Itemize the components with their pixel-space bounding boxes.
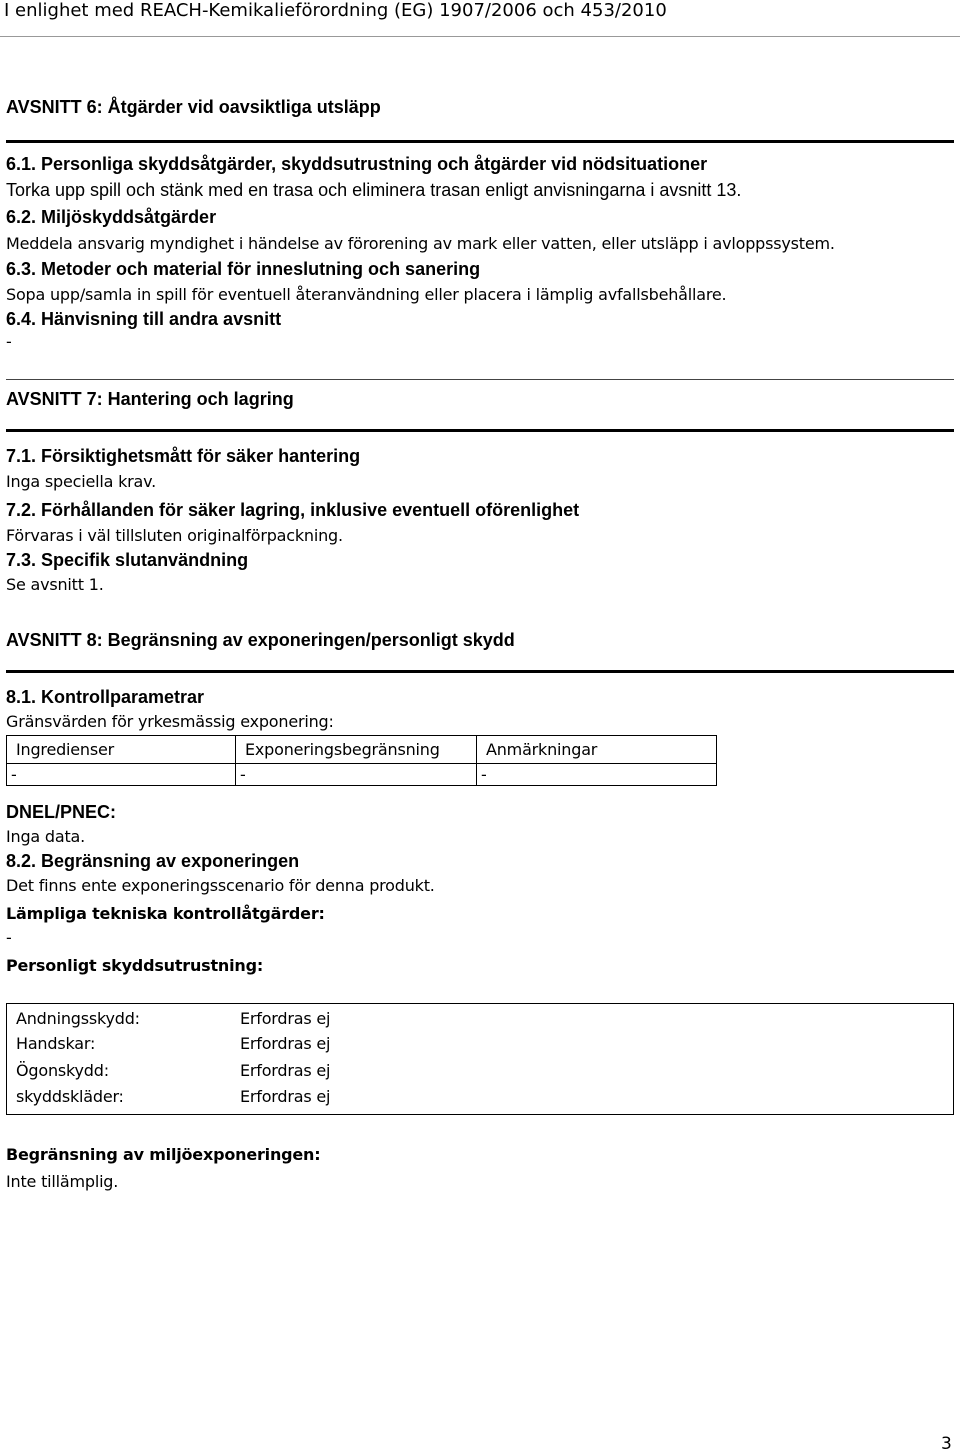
table-row [7, 1058, 954, 1085]
ppe-title: Personligt skyddsutrustning: [6, 956, 264, 975]
heading-6-4: 6.4. Hänvisning till andra avsnitt [6, 309, 282, 329]
text-6-1: Torka upp spill och stänk med en trasa och eliminera trasan enligt anvisningarna i avsnitt 13. [6, 180, 742, 200]
ppe-label: Andningsskydd: [16, 1009, 140, 1029]
section-6-rule [6, 140, 954, 143]
table-row [7, 1031, 954, 1058]
ppe-label-cell [7, 1031, 239, 1058]
table-header-cell [236, 736, 477, 764]
page-number: 3 [941, 1434, 952, 1454]
heading-6-3: 6.3. Metoder och material för inneslutning och sanering [6, 259, 481, 279]
heading-6-1: 6.1. Personliga skyddsåtgärder, skyddsutrustning och åtgärder vid nödsituationer [6, 154, 708, 174]
section-6-title: AVSNITT 6: Åtgärder vid oavsiktliga utsläpp [6, 97, 381, 117]
section-7-title: AVSNITT 7: Hantering och lagring [6, 389, 294, 409]
section-7-rule [6, 429, 954, 432]
ppe-value: Erfordras ej [240, 1061, 331, 1080]
ppe-value-cell [238, 1031, 954, 1058]
ppe-value-cell [238, 1058, 954, 1085]
text-6-4: - [6, 332, 12, 351]
ppe-label-cell [7, 1004, 239, 1031]
heading-8-2: 8.2. Begränsning av exponeringen [6, 851, 300, 871]
heading-7-2: 7.2. Förhållanden för säker lagring, inklusive eventuell oförenlighet [6, 500, 580, 520]
table-header-cell [477, 736, 717, 764]
document-header: I enlighet med REACH-Kemikalieförordning (EG) 1907/2006 och 453/2010 [4, 0, 667, 21]
table-cell: - [7, 764, 236, 786]
ppe-value-cell [238, 1085, 954, 1115]
header-ingredients: Ingredienser [16, 739, 115, 759]
env-exposure-title: Begränsning av miljöexponeringen: [6, 1145, 321, 1164]
table-header-cell [7, 736, 236, 764]
header-exposure-limit: Exponeringsbegränsning [245, 739, 440, 759]
tech-controls-title: Lämpliga tekniska kontrollåtgärder: [6, 904, 325, 923]
heading-7-3: 7.3. Specifik slutanvändning [6, 550, 249, 570]
text-7-2: Förvaras i väl tillsluten originalförpackning. [6, 526, 343, 545]
heading-6-2: 6.2. Miljöskyddsåtgärder [6, 207, 217, 227]
table-cell: - [477, 764, 717, 786]
ppe-value-cell [238, 1004, 954, 1031]
text-6-2: Meddela ansvarig myndighet i händelse av förorening av mark eller vatten, eller utsläpp i avloppssystem. [6, 234, 835, 253]
section-7-top-rule [6, 379, 954, 380]
text-7-1: Inga speciella krav. [6, 472, 157, 491]
table-row [7, 1004, 954, 1031]
ppe-value: Erfordras ej [240, 1087, 331, 1107]
table-row [7, 1085, 954, 1115]
ppe-label-cell [7, 1058, 239, 1085]
exposure-limits-table [6, 735, 717, 786]
heading-7-1: 7.1. Försiktighetsmått för säker hantering [6, 446, 361, 466]
ppe-label: Handskar: [16, 1034, 96, 1053]
env-exposure-text: Inte tillämplig. [6, 1172, 119, 1191]
heading-8-1: 8.1. Kontrollparametrar [6, 687, 205, 707]
text-8-2: Det finns ente exponeringsscenario för denna produkt. [6, 876, 435, 895]
section-8-title: AVSNITT 8: Begränsning av exponeringen/personligt skydd [6, 630, 515, 650]
header-divider [0, 36, 960, 37]
dnel-pnec-text: Inga data. [6, 827, 86, 846]
ppe-table [6, 1003, 954, 1115]
ppe-label: skyddskläder: [16, 1087, 124, 1107]
ppe-value: Erfordras ej [240, 1034, 331, 1053]
tech-controls-text: - [6, 928, 12, 947]
text-8-1: Gränsvärden för yrkesmässig exponering: [6, 712, 334, 731]
table-cell: - [236, 764, 477, 786]
ppe-label-cell [7, 1085, 239, 1115]
text-6-3: Sopa upp/samla in spill för eventuell återanvändning eller placera i lämplig avfallsbehållare. [6, 285, 727, 304]
dnel-pnec-title: DNEL/PNEC: [6, 802, 117, 822]
table-row [7, 764, 717, 786]
table-header-row [7, 736, 717, 764]
ppe-value: Erfordras ej [240, 1009, 331, 1029]
text-7-3: Se avsnitt 1. [6, 575, 104, 594]
section-8-rule [6, 670, 954, 673]
header-remarks: Anmärkningar [486, 739, 598, 759]
ppe-label: Ögonskydd: [16, 1061, 109, 1080]
